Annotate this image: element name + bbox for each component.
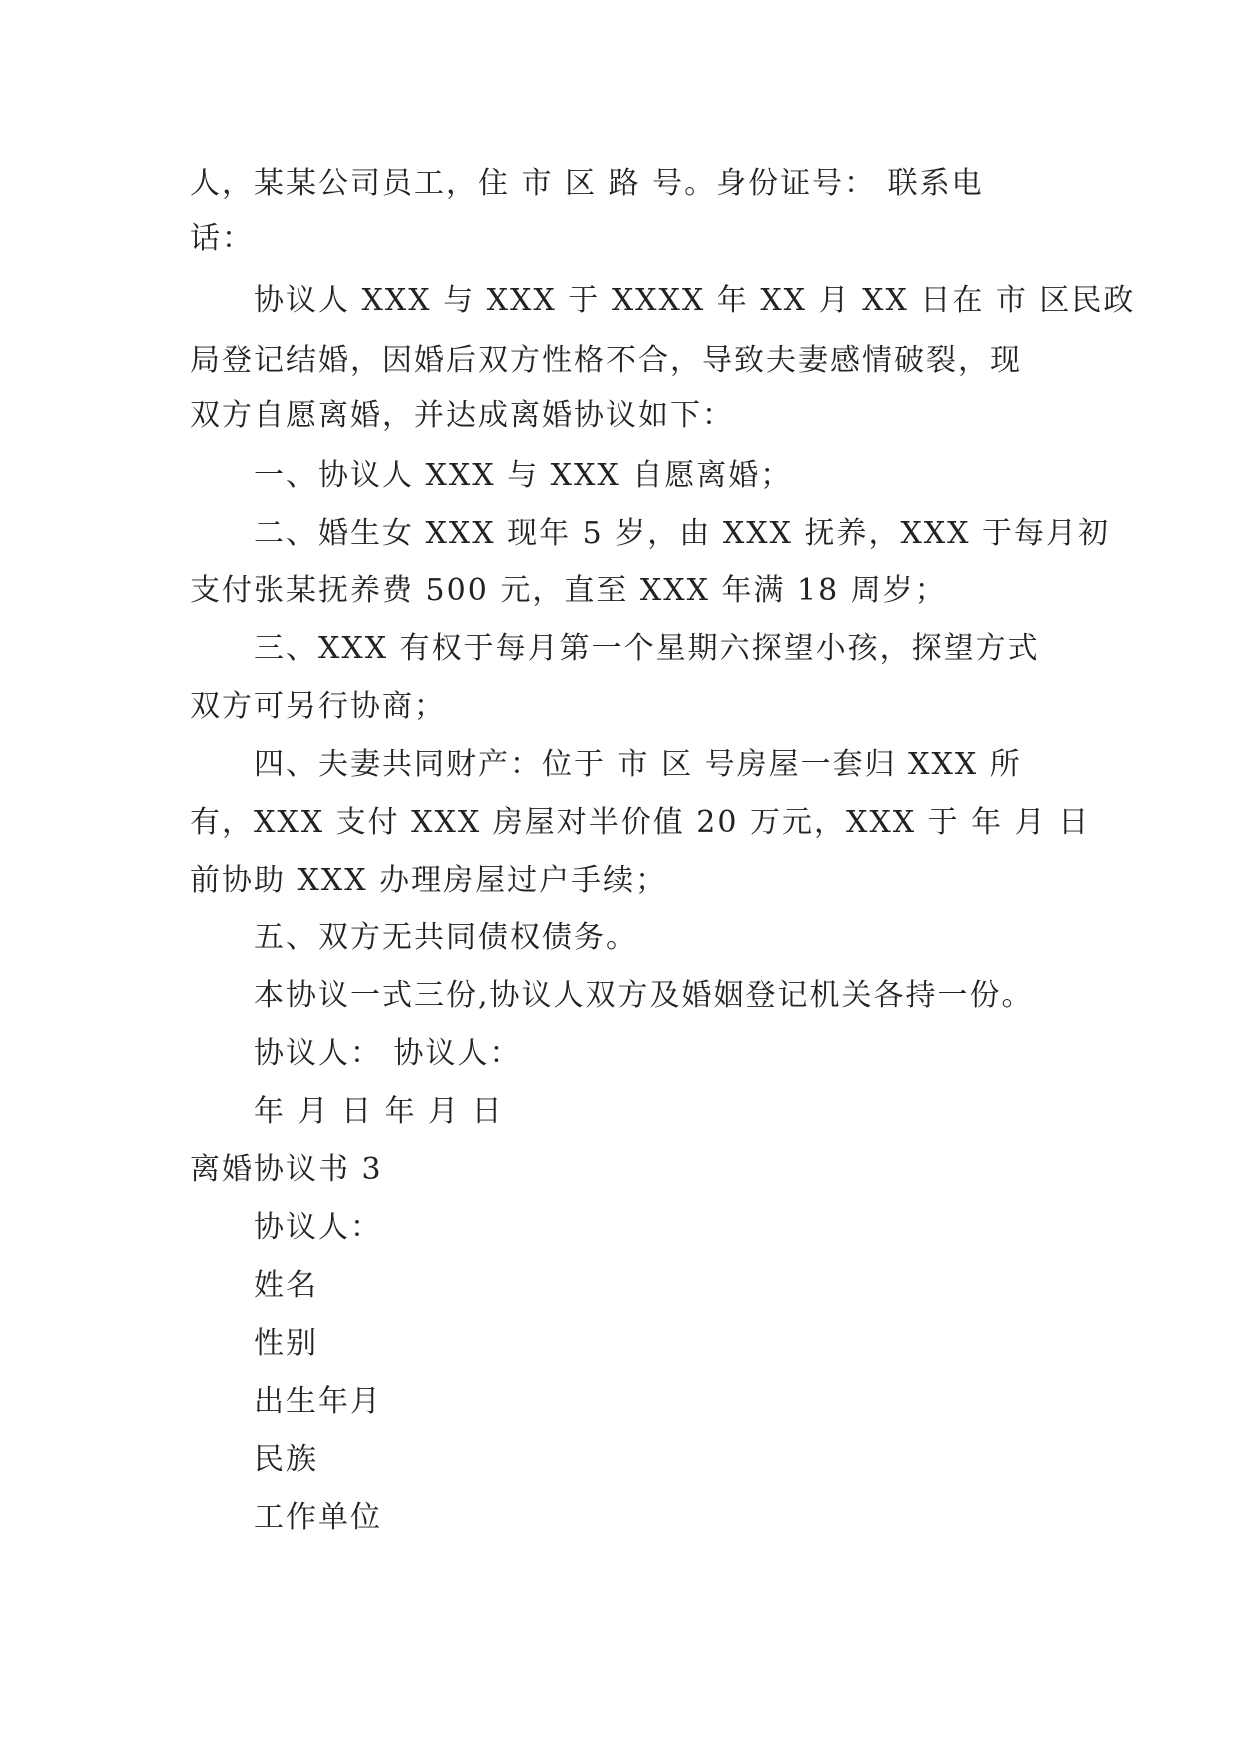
text-line: 姓名 [254,1268,318,1303]
text-line: 协议人 XXX 与 XXX 于 XXXX 年 XX 月 XX 日在 市 区民政 [254,283,1136,318]
text-line: 四、夫妻共同财产：位于 市 区 号房屋一套归 XXX 所 [254,747,1022,782]
text-line: 民族 [254,1442,318,1477]
text-line: 三、XXX 有权于每月第一个星期六探望小孩，探望方式 [254,631,1040,666]
text-line: 性别 [254,1326,318,1361]
text-line: 协议人： [254,1210,382,1245]
section-heading: 离婚协议书 3 [190,1152,383,1187]
text-line: 双方可另行协商； [190,689,446,724]
text-line: 支付张某抚养费 500 元，直至 XXX 年满 18 周岁； [190,573,947,608]
text-line: 有，XXX 支付 XXX 房屋对半价值 20 万元，XXX 于 年 月 日 [190,805,1091,840]
text-line: 双方自愿离婚，并达成离婚协议如下： [190,398,734,433]
text-line: 协议人： 协议人： [254,1036,522,1071]
text-line: 年 月 日 年 月 日 [254,1094,504,1129]
text-line: 五、双方无共同债权债务。 [254,920,638,955]
text-line: 工作单位 [254,1500,382,1535]
text-line: 前协助 XXX 办理房屋过户手续； [190,863,668,898]
text-line: 人，某某公司员工，住 市 区 路 号。身份证号： 联系电 [190,166,984,201]
text-line: 本协议一式三份,协议人双方及婚姻登记机关各持一份。 [254,978,1034,1013]
text-line: 一、协议人 XXX 与 XXX 自愿离婚； [254,458,793,493]
text-line: 二、婚生女 XXX 现年 5 岁，由 XXX 抚养，XXX 于每月初 [254,516,1111,551]
text-line: 话： [190,221,254,256]
text-line: 出生年月 [254,1384,382,1419]
text-line: 局登记结婚，因婚后双方性格不合，导致夫妻感情破裂，现 [190,343,1022,378]
